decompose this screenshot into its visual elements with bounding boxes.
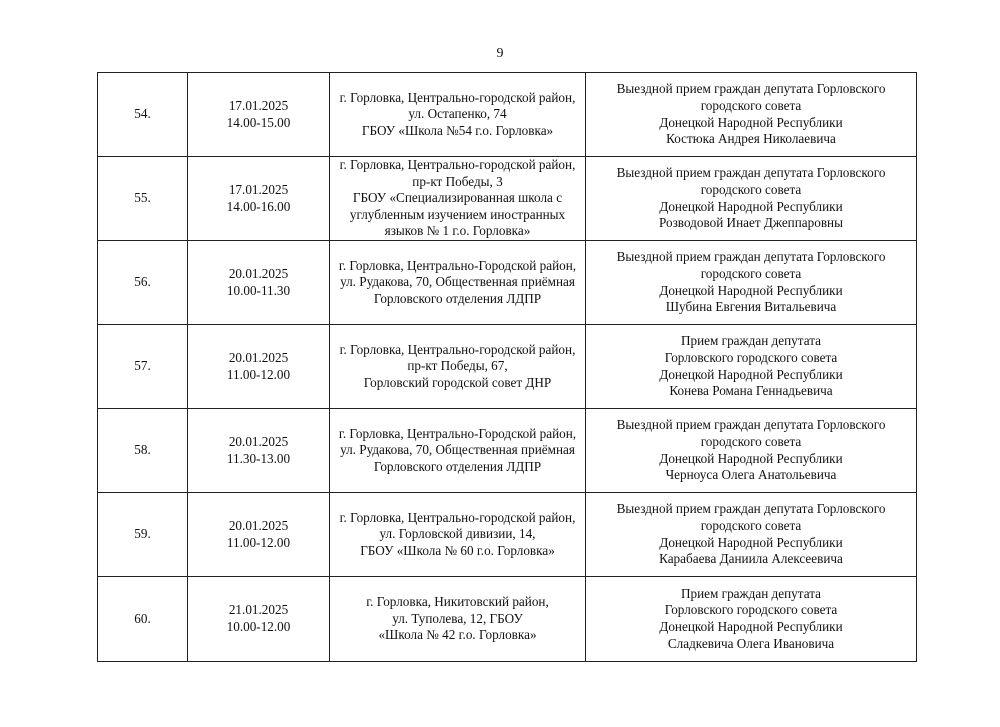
location-line: г. Горловка, Центрально-Городской район, [338,425,577,441]
row-number: 56. [134,274,151,290]
event-time: 11.30-13.00 [226,450,291,466]
event-date: 20.01.2025 [228,433,289,449]
event-description-line: Сладкевича Олега Ивановича [667,635,835,651]
event-description-line: Выездной прием граждан депутата Горловского [616,501,886,517]
location-line: Горловского отделения ЛДПР [373,290,542,306]
event-description-line: Донецкой Народной Республики [659,534,843,550]
date-time-cell [188,493,330,577]
event-description-cell [586,73,917,157]
row-number: 59. [134,526,151,542]
event-description-cell [586,325,917,409]
location-cell [330,241,586,325]
event-time: 11.00-12.00 [226,366,291,382]
table-row [98,577,917,662]
schedule-table-body [98,73,917,662]
event-description-line: городского совета [700,517,802,533]
date-time-cell [188,241,330,325]
row-number-cell [98,73,188,157]
event-description-cell [586,577,917,662]
event-description-line: Донецкой Народной Республики [659,366,843,382]
event-description-line: Шубина Евгения Витальевича [665,299,837,315]
event-description-line: Черноуса Олега Анатольевича [665,467,837,483]
event-description-line: Розводовой Инает Джеппаровны [659,215,843,231]
event-description-line: городского совета [700,181,802,197]
event-description-line: Выездной прием граждан депутата Горловского [616,249,886,265]
event-time: 11.00-12.00 [226,534,291,550]
location-line: ул. Рудакова, 70, Общественная приёмная [340,442,575,458]
table-row [98,409,917,493]
page-number: 9 [496,46,504,61]
location-line: ГБОУ «Специализированная школа с [352,190,563,206]
date-time-cell [188,325,330,409]
event-description-cell [586,157,917,241]
location-line: пр-кт Победы, 3 [412,173,503,189]
row-number: 54. [134,106,151,122]
location-cell [330,493,586,577]
event-description-line: городского совета [700,265,802,281]
location-line: углубленным изучением иностранных [349,206,566,222]
event-description-line: Выездной прием граждан депутата Горловского [616,81,886,97]
date-time-cell [188,409,330,493]
event-date: 20.01.2025 [228,265,289,281]
event-description-line: Карабаева Даниила Алексеевича [659,551,843,567]
location-line: г. Горловка, Центрально-городской район, [339,341,576,357]
date-time-cell [188,157,330,241]
location-cell [330,73,586,157]
location-line: Горловский городской совет ДНР [363,374,552,390]
row-number-cell [98,157,188,241]
location-line: ул. Туполева, 12, ГБОУ [392,610,523,626]
location-line: Горловского отделения ЛДПР [373,458,542,474]
event-description-line: Выездной прием граждан депутата Горловского [616,417,886,433]
table-row [98,493,917,577]
event-description-line: Горловского городского совета [664,602,838,618]
event-description-line: Костюка Андрея Николаевича [666,131,836,147]
location-line: г. Горловка, Центрально-городской район, [339,157,576,173]
table-row [98,241,917,325]
event-date: 21.01.2025 [228,602,289,618]
table-row [98,157,917,241]
table-row [98,73,917,157]
event-description-cell [586,241,917,325]
schedule-table [97,72,917,662]
row-number-cell [98,493,188,577]
row-number-cell [98,577,188,662]
event-description-line: Донецкой Народной Республики [659,619,843,634]
location-line: ул. Рудакова, 70, Общественная приёмная [340,274,575,290]
event-date: 17.01.2025 [228,181,289,197]
event-date: 17.01.2025 [228,97,289,113]
event-description-cell [586,409,917,493]
event-description-line: Прием граждан депутата [681,585,821,601]
row-number: 60. [134,610,151,626]
location-line: языков № 1 г.о. Горловка» [384,223,531,239]
row-number: 58. [134,442,151,458]
location-line: ГБОУ «Школа №54 г.о. Горловка» [361,122,554,138]
location-line: ГБОУ «Школа № 60 г.о. Горловка» [360,542,555,558]
event-description-cell [586,493,917,577]
event-description-line: Донецкой Народной Республики [659,198,843,214]
row-number-cell [98,325,188,409]
event-time: 14.00-16.00 [226,198,291,214]
table-row [98,325,917,409]
event-date: 20.01.2025 [228,349,289,365]
location-cell [330,157,586,241]
event-time: 14.00-15.00 [226,114,291,130]
event-description-line: Донецкой Народной Республики [659,450,843,466]
event-date: 20.01.2025 [228,517,289,533]
location-line: г. Горловка, Центрально-городской район, [339,509,576,525]
row-number: 57. [134,358,151,374]
location-line: пр-кт Победы, 67, [407,358,508,374]
event-description-line: Прием граждан депутата [681,333,821,349]
location-line: ул. Горловской дивизии, 14, [379,526,536,542]
row-number-cell [98,409,188,493]
event-time: 10.00-12.00 [226,619,291,634]
event-description-line: Выездной прием граждан депутата Горловского [616,165,886,181]
event-description-line: городского совета [700,97,802,113]
date-time-cell [188,73,330,157]
event-description-line: Конева Романа Геннадьевича [669,383,833,399]
location-line: «Школа № 42 г.о. Горловка» [378,627,537,643]
location-line: г. Горловка, Центрально-городской район, [339,89,576,105]
event-description-line: городского совета [700,433,802,449]
event-time: 10.00-11.30 [226,282,291,298]
location-cell [330,409,586,493]
location-line: ул. Остапенко, 74 [408,106,507,122]
location-cell [330,325,586,409]
event-description-line: Горловского городского совета [664,349,838,365]
date-time-cell [188,577,330,662]
location-cell [330,577,586,662]
location-line: г. Горловка, Никитовский район, [366,594,549,610]
row-number: 55. [134,190,151,206]
row-number-cell [98,241,188,325]
location-line: г. Горловка, Центрально-Городской район, [338,257,577,273]
event-description-line: Донецкой Народной Республики [659,114,843,130]
event-description-line: Донецкой Народной Республики [659,282,843,298]
